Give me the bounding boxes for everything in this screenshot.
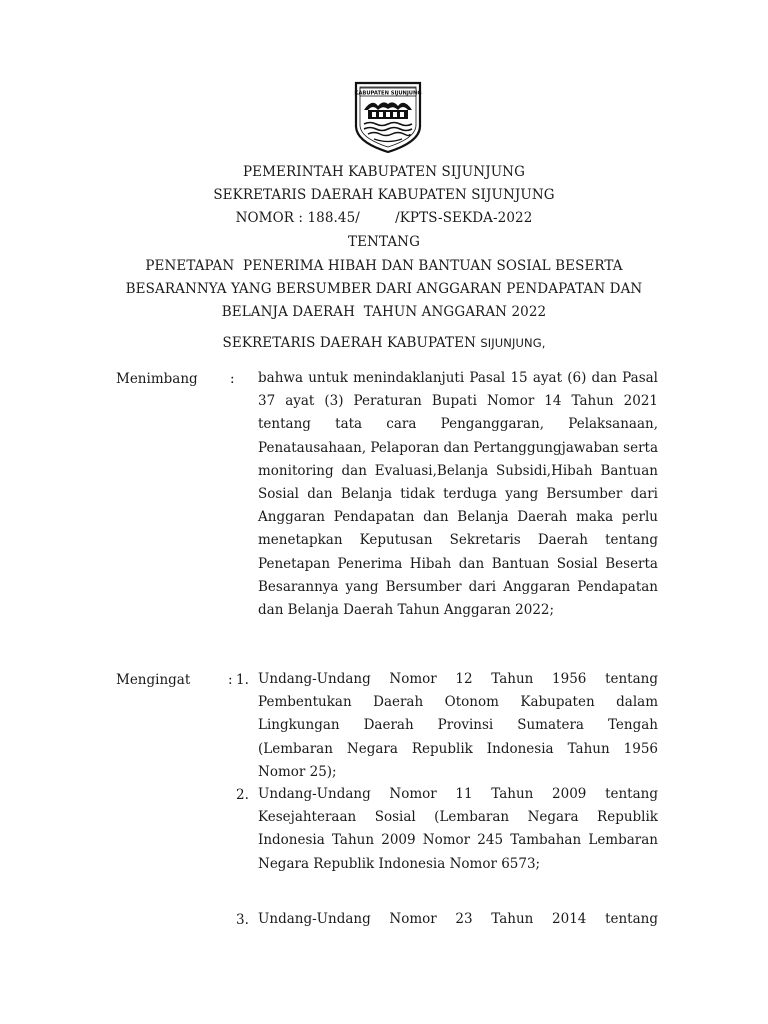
mengingat-item-2-number: 2. <box>236 787 249 803</box>
mengingat-colon: : <box>228 672 233 688</box>
emblem-text: KABUPATEN SIJUNJUNG <box>354 90 422 97</box>
issuer-title-region: SIJUNJUNG, <box>480 336 546 350</box>
tentang-heading: TENTANG <box>348 234 420 250</box>
regency-coat-of-arms-icon <box>352 80 424 154</box>
menimbang-text: bahwa untuk menindaklanjuti Pasal 15 ayat (6) dan Pasal 37 ayat (3) Peraturan Bupati Nomor 14 Tahun 2021 tentang tata cara Penganggaran, Pelaksanaan, Penatausahaan, Pelaporan dan Pertanggungjawaban serta monitoring dan Evaluasi,Belanja Subsidi,Hibah Bantuan Sosial dan Belanja tidak terduga yang Bersumber dari Anggaran Pendapatan dan Belanja Daerah maka perlu menetapkan Keputusan Sekretaris Daerah tentang Penetapan Penerima Hibah dan Bantuan Sosial Beserta Besarannya yang Bersumber dari Anggaran Pendapatan dan Belanja Daerah Tahun Anggaran 2022; <box>258 370 658 619</box>
mengingat-item-1-text: Undang-Undang Nomor 12 Tahun 1956 tentang Pembentukan Daerah Otonom Kabupaten dalam Lingkungan Daerah Provinsi Sumatera Tengah (Lembaran Negara Republik Indonesia Tahun 1956 Nomor 25); <box>258 671 658 780</box>
decree-subject-line-2: BESARANNYA YANG BERSUMBER DARI ANGGARAN PENDAPATAN DAN <box>125 281 643 297</box>
decree-subject-line-3: BELANJA DAERAH TAHUN ANGGARAN 2022 <box>221 304 547 320</box>
regency-emblem <box>352 80 424 154</box>
decree-subject-line-1: PENETAPAN PENERIMA HIBAH DAN BANTUAN SOSIAL BESERTA <box>145 258 623 274</box>
decree-number: NOMOR : 188.45/ /KPTS-SEKDA-2022 <box>235 210 533 226</box>
mengingat-item-1-number: 1. <box>236 672 249 688</box>
menimbang-colon: : <box>230 371 235 387</box>
issuer-title <box>0 335 768 351</box>
issuer-title-main: SEKRETARIS DAERAH KABUPATEN <box>222 335 481 351</box>
mengingat-item-2-text: Undang-Undang Nomor 11 Tahun 2009 tentang Kesejahteraan Sosial (Lembaran Negara Republik Indonesia Tahun 2009 Nomor 245 Tambahan Lembaran Negara Republik Indonesia Nomor 6573; <box>258 786 658 872</box>
mengingat-label: Mengingat <box>116 672 191 688</box>
secretariat-title: SEKRETARIS DAERAH KABUPATEN SIJUNJUNG <box>213 187 555 203</box>
mengingat-item-3-text: Undang-Undang Nomor 23 Tahun 2014 tentang <box>258 911 658 927</box>
government-title: PEMERINTAH KABUPATEN SIJUNJUNG <box>243 164 525 180</box>
menimbang-label: Menimbang <box>116 371 198 387</box>
mengingat-item-3-number: 3. <box>236 912 249 928</box>
